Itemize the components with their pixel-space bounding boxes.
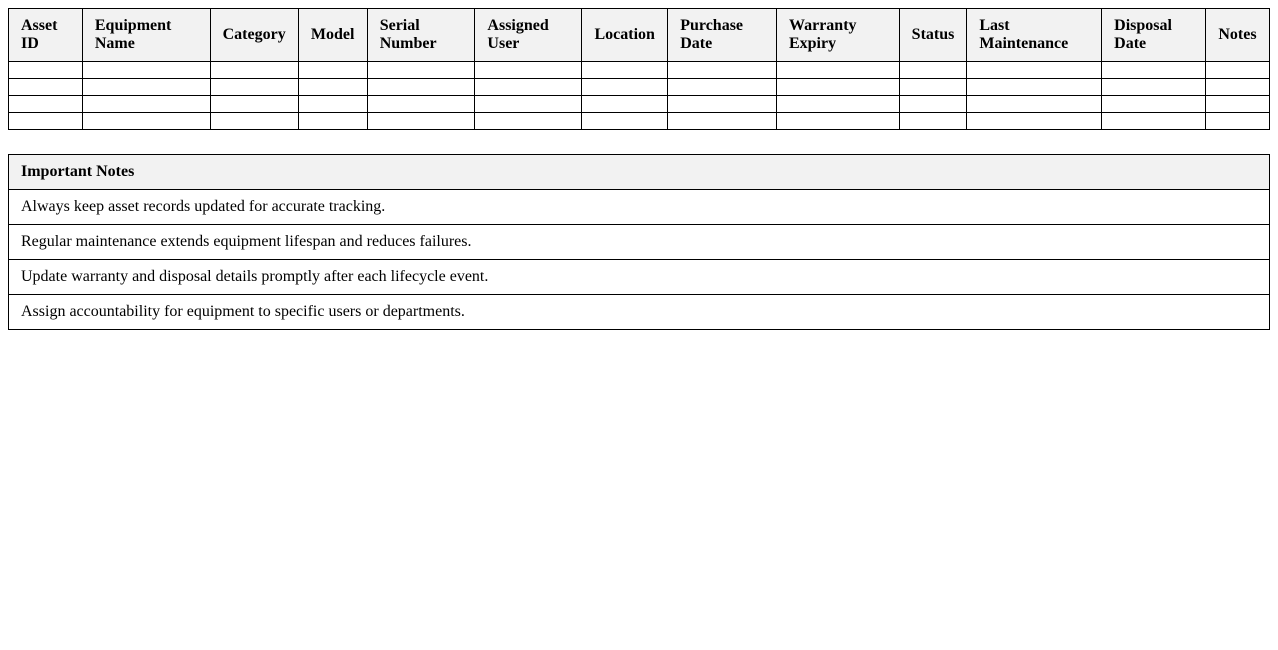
table-cell[interactable] xyxy=(668,79,777,96)
notes-header-row xyxy=(9,155,1270,190)
table-cell[interactable] xyxy=(9,79,83,96)
note-item: Regular maintenance extends equipment lifespan and reduces failures. xyxy=(9,225,1270,260)
table-cell[interactable] xyxy=(899,96,967,113)
table-cell[interactable] xyxy=(210,79,298,96)
column-header-line: Purchase xyxy=(680,17,744,34)
table-cell[interactable] xyxy=(475,79,582,96)
table-cell[interactable] xyxy=(582,62,668,79)
table-cell[interactable] xyxy=(475,62,582,79)
column-header-line: Date xyxy=(680,35,713,52)
column-header-line: Warranty xyxy=(788,17,857,34)
column-header-line: Serial xyxy=(379,17,420,34)
table-cell[interactable] xyxy=(582,96,668,113)
table-cell[interactable] xyxy=(367,79,475,96)
table-cell[interactable] xyxy=(82,113,210,130)
column-header-equipment-name xyxy=(82,9,210,62)
table-cell[interactable] xyxy=(1102,113,1206,130)
table-cell[interactable] xyxy=(776,113,899,130)
column-header-location xyxy=(582,9,668,62)
header-row xyxy=(9,9,1270,62)
column-header-assigned-user xyxy=(475,9,582,62)
column-header-line: Last xyxy=(979,17,1010,34)
column-header-line: Category xyxy=(222,26,286,43)
column-header-line: Location xyxy=(594,26,655,43)
table-cell[interactable] xyxy=(582,79,668,96)
table-cell[interactable] xyxy=(668,113,777,130)
table-cell[interactable] xyxy=(82,62,210,79)
column-header-line: Status xyxy=(911,26,955,43)
table-cell[interactable] xyxy=(82,79,210,96)
column-header-line: Asset xyxy=(21,17,58,34)
table-cell[interactable] xyxy=(1205,62,1269,79)
table-cell[interactable] xyxy=(1102,79,1206,96)
table-cell[interactable] xyxy=(298,79,367,96)
column-header-category xyxy=(210,9,298,62)
table-cell[interactable] xyxy=(776,79,899,96)
column-header-line: Name xyxy=(94,35,135,52)
table-cell[interactable] xyxy=(9,113,83,130)
column-header-line: Notes xyxy=(1218,26,1257,43)
table-cell[interactable] xyxy=(1205,79,1269,96)
table-row xyxy=(9,96,1270,113)
table-cell[interactable] xyxy=(776,62,899,79)
table-cell[interactable] xyxy=(776,96,899,113)
column-header-line: Expiry xyxy=(788,35,837,52)
table-cell[interactable] xyxy=(967,96,1102,113)
column-header-line: Equipment xyxy=(94,17,172,34)
note-item: Always keep asset records updated for accurate tracking. xyxy=(9,190,1270,225)
important-notes-table xyxy=(8,154,1270,330)
table-cell[interactable] xyxy=(1102,62,1206,79)
table-cell[interactable] xyxy=(9,96,83,113)
table-cell[interactable] xyxy=(367,113,475,130)
notes-heading: Important Notes xyxy=(9,155,1270,190)
asset-table-header xyxy=(9,9,1270,62)
table-cell[interactable] xyxy=(210,96,298,113)
note-row xyxy=(9,190,1270,225)
table-row xyxy=(9,113,1270,130)
table-row xyxy=(9,79,1270,96)
column-header-notes xyxy=(1205,9,1269,62)
table-cell[interactable] xyxy=(582,113,668,130)
column-header-model xyxy=(298,9,367,62)
note-row xyxy=(9,260,1270,295)
table-cell[interactable] xyxy=(1102,96,1206,113)
table-cell[interactable] xyxy=(475,96,582,113)
table-cell[interactable] xyxy=(298,62,367,79)
table-cell[interactable] xyxy=(1205,113,1269,130)
column-header-line: Assigned xyxy=(487,17,549,34)
table-row xyxy=(9,62,1270,79)
note-row xyxy=(9,295,1270,330)
note-item: Assign accountability for equipment to specific users or departments. xyxy=(9,295,1270,330)
column-header-asset-id xyxy=(9,9,83,62)
table-cell[interactable] xyxy=(210,113,298,130)
table-cell[interactable] xyxy=(967,113,1102,130)
asset-inventory-table xyxy=(8,8,1270,130)
column-header-line: Number xyxy=(379,35,437,52)
column-header-line: ID xyxy=(21,35,39,52)
column-header-last-maintenance xyxy=(967,9,1102,62)
table-cell[interactable] xyxy=(899,113,967,130)
table-cell[interactable] xyxy=(967,79,1102,96)
table-cell[interactable] xyxy=(298,96,367,113)
table-cell[interactable] xyxy=(367,62,475,79)
table-cell[interactable] xyxy=(668,62,777,79)
asset-table-body xyxy=(9,62,1270,130)
column-header-line: User xyxy=(487,35,520,52)
note-item: Update warranty and disposal details promptly after each lifecycle event. xyxy=(9,260,1270,295)
table-cell[interactable] xyxy=(210,62,298,79)
column-header-line: Disposal xyxy=(1114,17,1172,34)
column-header-line: Date xyxy=(1114,35,1147,52)
table-cell[interactable] xyxy=(82,96,210,113)
table-cell[interactable] xyxy=(1205,96,1269,113)
table-cell[interactable] xyxy=(967,62,1102,79)
column-header-disposal-date xyxy=(1102,9,1206,62)
table-cell[interactable] xyxy=(475,113,582,130)
table-cell[interactable] xyxy=(899,79,967,96)
table-cell[interactable] xyxy=(899,62,967,79)
column-header-line: Maintenance xyxy=(979,35,1069,52)
table-cell[interactable] xyxy=(298,113,367,130)
column-header-warranty-expiry xyxy=(776,9,899,62)
column-header-status xyxy=(899,9,967,62)
table-cell[interactable] xyxy=(668,96,777,113)
table-cell[interactable] xyxy=(9,62,83,79)
note-row xyxy=(9,225,1270,260)
column-header-purchase-date xyxy=(668,9,777,62)
column-header-line: Model xyxy=(310,26,355,43)
column-header-serial-number xyxy=(367,9,475,62)
table-cell[interactable] xyxy=(367,96,475,113)
